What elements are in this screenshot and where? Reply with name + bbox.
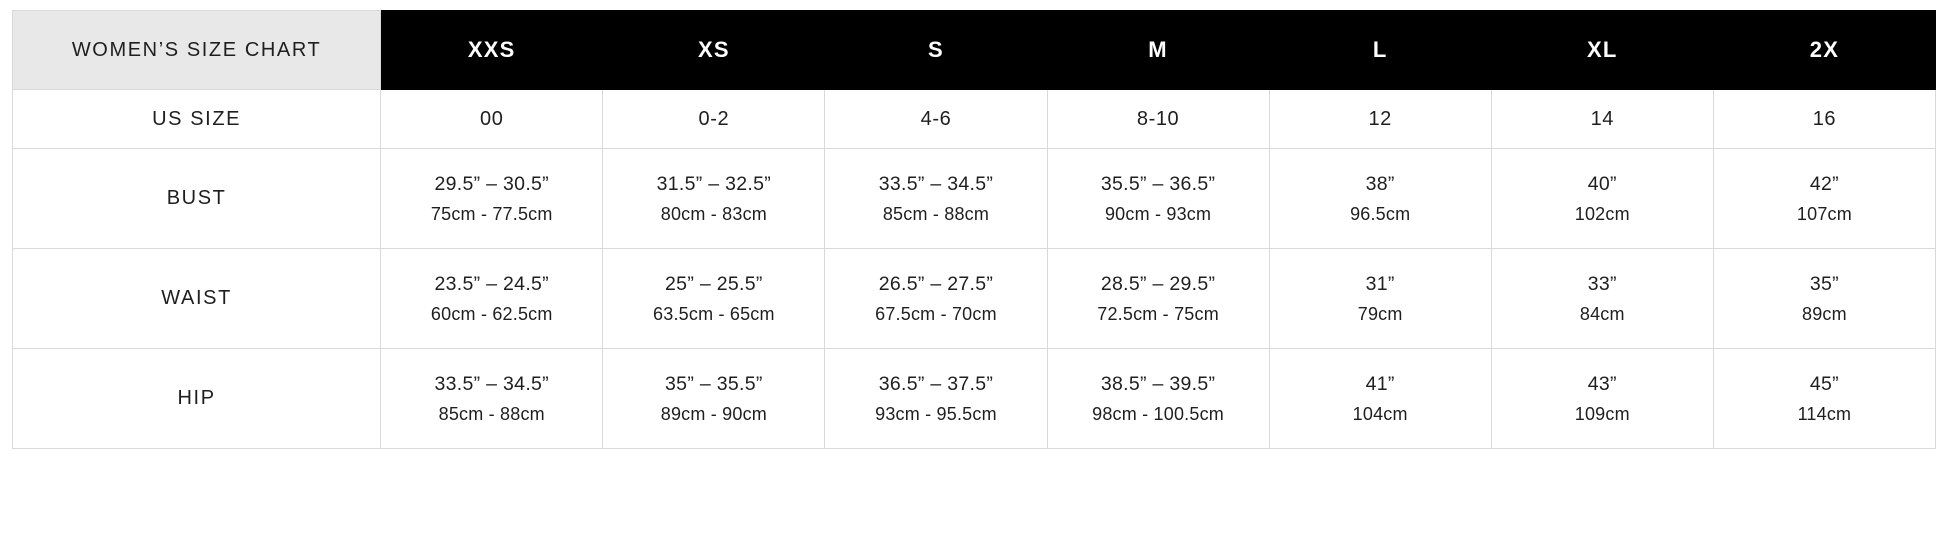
cell-us-size-xxs: 00 bbox=[381, 90, 603, 149]
cell-waist-xs bbox=[603, 249, 825, 349]
cell-hip-xs-inches: 35” – 35.5” bbox=[665, 373, 763, 396]
cell-hip-s bbox=[825, 349, 1047, 449]
cell-us-size-m: 8-10 bbox=[1047, 90, 1269, 149]
cell-hip-xl bbox=[1491, 349, 1713, 449]
cell-bust-l-inches: 38” bbox=[1365, 173, 1395, 196]
cell-bust-2x bbox=[1713, 149, 1935, 249]
cell-hip-l-inches: 41” bbox=[1365, 373, 1395, 396]
row-label-waist: WAIST bbox=[13, 249, 381, 349]
table-row-us-size bbox=[13, 90, 1936, 149]
cell-hip-xs bbox=[603, 349, 825, 449]
cell-bust-m-inches: 35.5” – 36.5” bbox=[1100, 173, 1216, 196]
cell-waist-m bbox=[1047, 249, 1269, 349]
cell-waist-l-cm: 79cm bbox=[1357, 303, 1403, 324]
cell-bust-s-inches: 33.5” – 34.5” bbox=[878, 173, 994, 196]
cell-bust-xs-cm: 80cm - 83cm bbox=[660, 203, 767, 224]
cell-bust-2x-cm: 107cm bbox=[1796, 203, 1852, 224]
cell-hip-2x-cm: 114cm bbox=[1797, 403, 1852, 424]
cell-bust-l bbox=[1269, 149, 1491, 249]
table-row-hip bbox=[13, 349, 1936, 449]
cell-waist-xl-cm: 84cm bbox=[1579, 303, 1625, 324]
cell-waist-xl bbox=[1491, 249, 1713, 349]
table-row-waist bbox=[13, 249, 1936, 349]
cell-waist-xs-cm: 63.5cm - 65cm bbox=[653, 303, 775, 324]
row-label-us-size: US SIZE bbox=[13, 90, 381, 149]
cell-hip-m-cm: 98cm - 100.5cm bbox=[1092, 403, 1224, 424]
cell-bust-xl-inches: 40” bbox=[1587, 173, 1617, 196]
table-row-bust bbox=[13, 149, 1936, 249]
cell-bust-s-cm: 85cm - 88cm bbox=[882, 203, 990, 224]
cell-hip-s-cm: 93cm - 95.5cm bbox=[875, 403, 997, 424]
cell-bust-xl-cm: 102cm bbox=[1574, 203, 1630, 224]
cell-bust-xs bbox=[603, 149, 825, 249]
cell-bust-xxs-inches: 29.5” – 30.5” bbox=[434, 173, 549, 196]
cell-waist-xl-inches: 33” bbox=[1587, 273, 1617, 296]
cell-waist-s bbox=[825, 249, 1047, 349]
cell-waist-l-inches: 31” bbox=[1365, 273, 1395, 296]
row-label-hip: HIP bbox=[13, 349, 381, 449]
row-label-bust: BUST bbox=[13, 149, 381, 249]
size-header-xs: XS bbox=[603, 11, 825, 90]
cell-waist-m-cm: 72.5cm - 75cm bbox=[1097, 303, 1219, 324]
size-header-l: L bbox=[1269, 11, 1491, 90]
cell-waist-m-inches: 28.5” – 29.5” bbox=[1100, 273, 1216, 296]
cell-bust-m-cm: 90cm - 93cm bbox=[1104, 203, 1212, 224]
cell-hip-2x-inches: 45” bbox=[1809, 373, 1839, 396]
cell-us-size-2x: 16 bbox=[1713, 90, 1935, 149]
cell-waist-xxs-cm: 60cm - 62.5cm bbox=[430, 303, 553, 324]
cell-us-size-l: 12 bbox=[1269, 90, 1491, 149]
size-header-s: S bbox=[825, 11, 1047, 90]
size-header-m: M bbox=[1047, 11, 1269, 90]
cell-hip-m bbox=[1047, 349, 1269, 449]
cell-waist-xxs-inches: 23.5” – 24.5” bbox=[434, 273, 549, 296]
cell-bust-xl bbox=[1491, 149, 1713, 249]
cell-hip-xxs bbox=[381, 349, 603, 449]
cell-waist-2x bbox=[1713, 249, 1935, 349]
cell-bust-xxs-cm: 75cm - 77.5cm bbox=[430, 203, 553, 224]
cell-waist-2x-inches: 35” bbox=[1809, 273, 1839, 296]
size-header-xxs: XXS bbox=[381, 11, 603, 90]
cell-hip-xl-inches: 43” bbox=[1587, 373, 1617, 396]
chart-title: WOMEN’S SIZE CHART bbox=[13, 11, 381, 90]
cell-hip-xxs-cm: 85cm - 88cm bbox=[438, 403, 545, 424]
cell-hip-xl-cm: 109cm bbox=[1574, 403, 1630, 424]
cell-waist-2x-cm: 89cm bbox=[1802, 303, 1847, 324]
cell-waist-l bbox=[1269, 249, 1491, 349]
cell-bust-xxs bbox=[381, 149, 603, 249]
cell-waist-s-cm: 67.5cm - 70cm bbox=[875, 303, 997, 324]
cell-us-size-xs: 0-2 bbox=[603, 90, 825, 149]
cell-bust-l-cm: 96.5cm bbox=[1350, 203, 1411, 224]
cell-waist-s-inches: 26.5” – 27.5” bbox=[878, 273, 994, 296]
cell-hip-xxs-inches: 33.5” – 34.5” bbox=[434, 373, 549, 396]
cell-hip-2x bbox=[1713, 349, 1935, 449]
size-header-2x: 2X bbox=[1713, 11, 1935, 90]
cell-hip-xs-cm: 89cm - 90cm bbox=[660, 403, 767, 424]
cell-waist-xs-inches: 25” – 25.5” bbox=[665, 273, 763, 296]
cell-us-size-xl: 14 bbox=[1491, 90, 1713, 149]
cell-us-size-s: 4-6 bbox=[825, 90, 1047, 149]
cell-hip-m-inches: 38.5” – 39.5” bbox=[1100, 373, 1216, 396]
cell-bust-xs-inches: 31.5” – 32.5” bbox=[656, 173, 772, 196]
womens-size-chart-table bbox=[12, 10, 1936, 449]
cell-waist-xxs bbox=[381, 249, 603, 349]
table-header-row bbox=[13, 11, 1936, 90]
cell-hip-s-inches: 36.5” – 37.5” bbox=[878, 373, 994, 396]
cell-hip-l bbox=[1269, 349, 1491, 449]
size-header-xl: XL bbox=[1491, 11, 1713, 90]
cell-bust-m bbox=[1047, 149, 1269, 249]
cell-bust-2x-inches: 42” bbox=[1809, 173, 1839, 196]
cell-hip-l-cm: 104cm bbox=[1352, 403, 1408, 424]
cell-bust-s bbox=[825, 149, 1047, 249]
